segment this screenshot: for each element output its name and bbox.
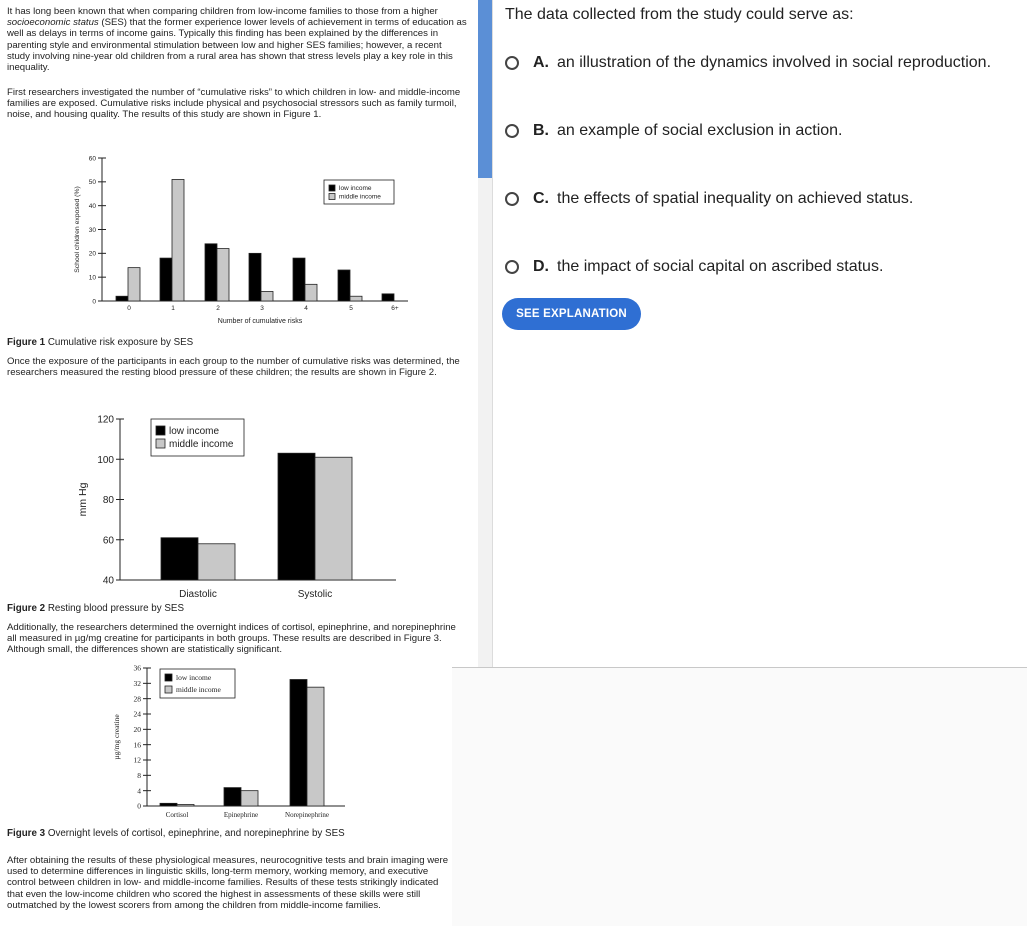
bar-low-income (338, 270, 350, 301)
bar-low-income (290, 680, 307, 807)
legend-label: low income (169, 426, 220, 437)
bar-middle-income (350, 296, 362, 301)
radio-button-icon[interactable] (505, 192, 519, 206)
x-tick-label: Diastolic (179, 589, 217, 600)
legend-swatch (165, 674, 172, 681)
y-tick-label: 0 (137, 801, 141, 811)
y-axis-label: mm Hg (77, 482, 89, 517)
passage-panel (0, 0, 478, 926)
option-text: the effects of spatial inequality on achieved status. (557, 190, 914, 207)
figure-3-caption: Figure 3 Overnight levels of cortisol, epinephrine, and norepinephrine by SES (7, 828, 345, 839)
radio-button-icon[interactable] (505, 124, 519, 138)
radio-button-icon[interactable] (505, 56, 519, 70)
x-tick-label: Epinephrine (223, 811, 259, 819)
bar-middle-income (307, 687, 324, 806)
bar-low-income (249, 253, 261, 301)
y-tick-label: 12 (133, 755, 141, 765)
y-tick-label: 28 (133, 694, 141, 704)
bar-low-income (224, 788, 241, 806)
x-tick-label: Cortisol (165, 811, 189, 819)
x-tick-label: 4 (304, 305, 308, 312)
legend-swatch (156, 439, 165, 448)
legend-swatch (329, 194, 335, 200)
answer-option-c[interactable] (505, 190, 913, 208)
bar-low-income (278, 453, 315, 580)
passage-paragraph-4: Additionally, the researchers determined the overnight indices of cortisol, epinephrine, and norepinephrine all measured in µg/mg creatine for participants in both groups. These results are described in Figure 3. Although small, the differences shown are statistically significant. (7, 622, 456, 656)
answer-option-b[interactable] (505, 122, 843, 140)
y-axis-label: µg/mg creatine (112, 714, 121, 760)
y-tick-label: 20 (88, 250, 96, 258)
option-letter: A. (533, 54, 549, 71)
bar-middle-income (128, 268, 140, 301)
bar-middle-income (172, 179, 184, 301)
y-tick-label: 30 (88, 226, 96, 234)
y-tick-label: 40 (102, 575, 114, 587)
bar-low-income (160, 803, 177, 806)
legend-label: low income (176, 673, 212, 682)
bar-middle-income (305, 284, 317, 301)
emphasis-ses: socioeconomic status (7, 17, 99, 29)
option-text: an illustration of the dynamics involved in social reproduction. (557, 54, 992, 71)
option-text: the impact of social capital on ascribed status. (557, 258, 884, 275)
option-text: an example of social exclusion in action. (557, 122, 843, 139)
legend-swatch (156, 426, 165, 435)
bar-middle-income (241, 791, 258, 806)
passage-scrollbar-thumb[interactable] (478, 0, 492, 178)
bar-middle-income (217, 249, 229, 301)
legend-label: middle income (169, 439, 234, 450)
x-tick-label: Norepinephrine (285, 811, 329, 819)
legend-label: middle income (176, 685, 221, 694)
y-tick-label: 60 (102, 535, 114, 547)
x-tick-label: 3 (260, 305, 264, 312)
bar-middle-income (315, 457, 352, 580)
x-tick-label: 1 (171, 305, 175, 312)
answer-option-a[interactable] (505, 54, 991, 72)
legend-swatch (329, 185, 335, 191)
bar-middle-income (261, 291, 273, 301)
answer-option-d[interactable] (505, 258, 883, 276)
y-tick-label: 120 (97, 414, 114, 426)
option-letter: D. (533, 258, 549, 275)
lower-background-area (452, 667, 1027, 926)
y-tick-label: 24 (133, 709, 141, 719)
y-axis-label: School children exposed (%) (74, 186, 81, 273)
legend-label: middle income (339, 193, 381, 201)
legend-swatch (165, 686, 172, 693)
x-axis-label: Number of cumulative risks (217, 318, 303, 325)
bar-middle-income (177, 804, 194, 806)
y-tick-label: 4 (137, 786, 141, 796)
y-tick-label: 100 (97, 454, 114, 466)
y-tick-label: 20 (133, 724, 141, 734)
legend-box (151, 419, 244, 456)
bar-low-income (161, 538, 198, 580)
bar-low-income (116, 296, 128, 301)
figure-3-chart (0, 660, 470, 826)
y-tick-label: 60 (88, 155, 96, 163)
y-tick-label: 80 (102, 495, 114, 506)
x-tick-label: 5 (349, 305, 353, 312)
see-explanation-button[interactable]: SEE EXPLANATION (502, 298, 641, 330)
y-tick-label: 36 (133, 663, 141, 673)
question-stem: The data collected from the study could serve as: (505, 6, 854, 23)
bar-low-income (382, 294, 394, 301)
passage-paragraph-3: Once the exposure of the participants in each group to the number of cumulative risks was determined, the researchers measured the resting blood pressure of these children; the results are shown in Figure 2. (7, 356, 460, 379)
x-tick-label: Systolic (297, 589, 333, 600)
x-tick-label: 0 (127, 305, 131, 312)
y-tick-label: 32 (133, 678, 141, 688)
radio-button-icon[interactable] (505, 260, 519, 274)
figure-1-chart (0, 150, 470, 330)
figure-1-caption: Figure 1 Cumulative risk exposure by SES (7, 337, 194, 348)
y-tick-label: 16 (133, 740, 141, 750)
passage-paragraph-5: After obtaining the results of these physiological measures, neurocognitive tests and brain imaging were used to determine differences in linguistic skills, long-term memory, working memory, and executive control between children in low- and middle-income families. Results of these tests strikingly indicated that even the low-income children who scored the highest in assessments of these skills were still outmatched by the lowest scorers from among the children from middle-income families. (7, 855, 449, 911)
option-letter: B. (533, 122, 549, 139)
y-tick-label: 40 (88, 202, 96, 210)
legend-label: low income (339, 185, 372, 192)
y-tick-label: 10 (88, 274, 96, 282)
y-tick-label: 50 (88, 179, 96, 187)
x-tick-label: 2 (216, 305, 220, 312)
bar-low-income (160, 258, 172, 301)
x-tick-label: 6+ (391, 305, 399, 312)
bar-low-income (293, 258, 305, 301)
option-letter: C. (533, 190, 549, 207)
bar-low-income (205, 244, 217, 301)
passage-paragraph-2: First researchers investigated the number of “cumulative risks” to which children in low- and middle-income families are exposed. Cumulative risks include physical and psychosocial stressors such as family turmoil, noise, and housing quality. The results of this study are shown in Figure 1. (7, 87, 461, 121)
figure-2-caption: Figure 2 Resting blood pressure by SES (7, 603, 184, 614)
y-tick-label: 0 (92, 298, 96, 306)
figure-2-chart (0, 406, 470, 604)
y-tick-label: 8 (137, 770, 141, 780)
passage-paragraph-1: It has long been known that when comparing children from low-income families to those from a higher socioeconomic status (SES) that the former experience lower levels of achievement in terms of education as well as delays in terms of income gains. Typically this finding has been explained by the differences in parenting style and environmental stimulation between low and higher SES families; however, a recent study involving nine-year old children from a rural area has shown that stress levels play a key role in this inequality. (7, 6, 467, 74)
bar-middle-income (198, 544, 235, 580)
